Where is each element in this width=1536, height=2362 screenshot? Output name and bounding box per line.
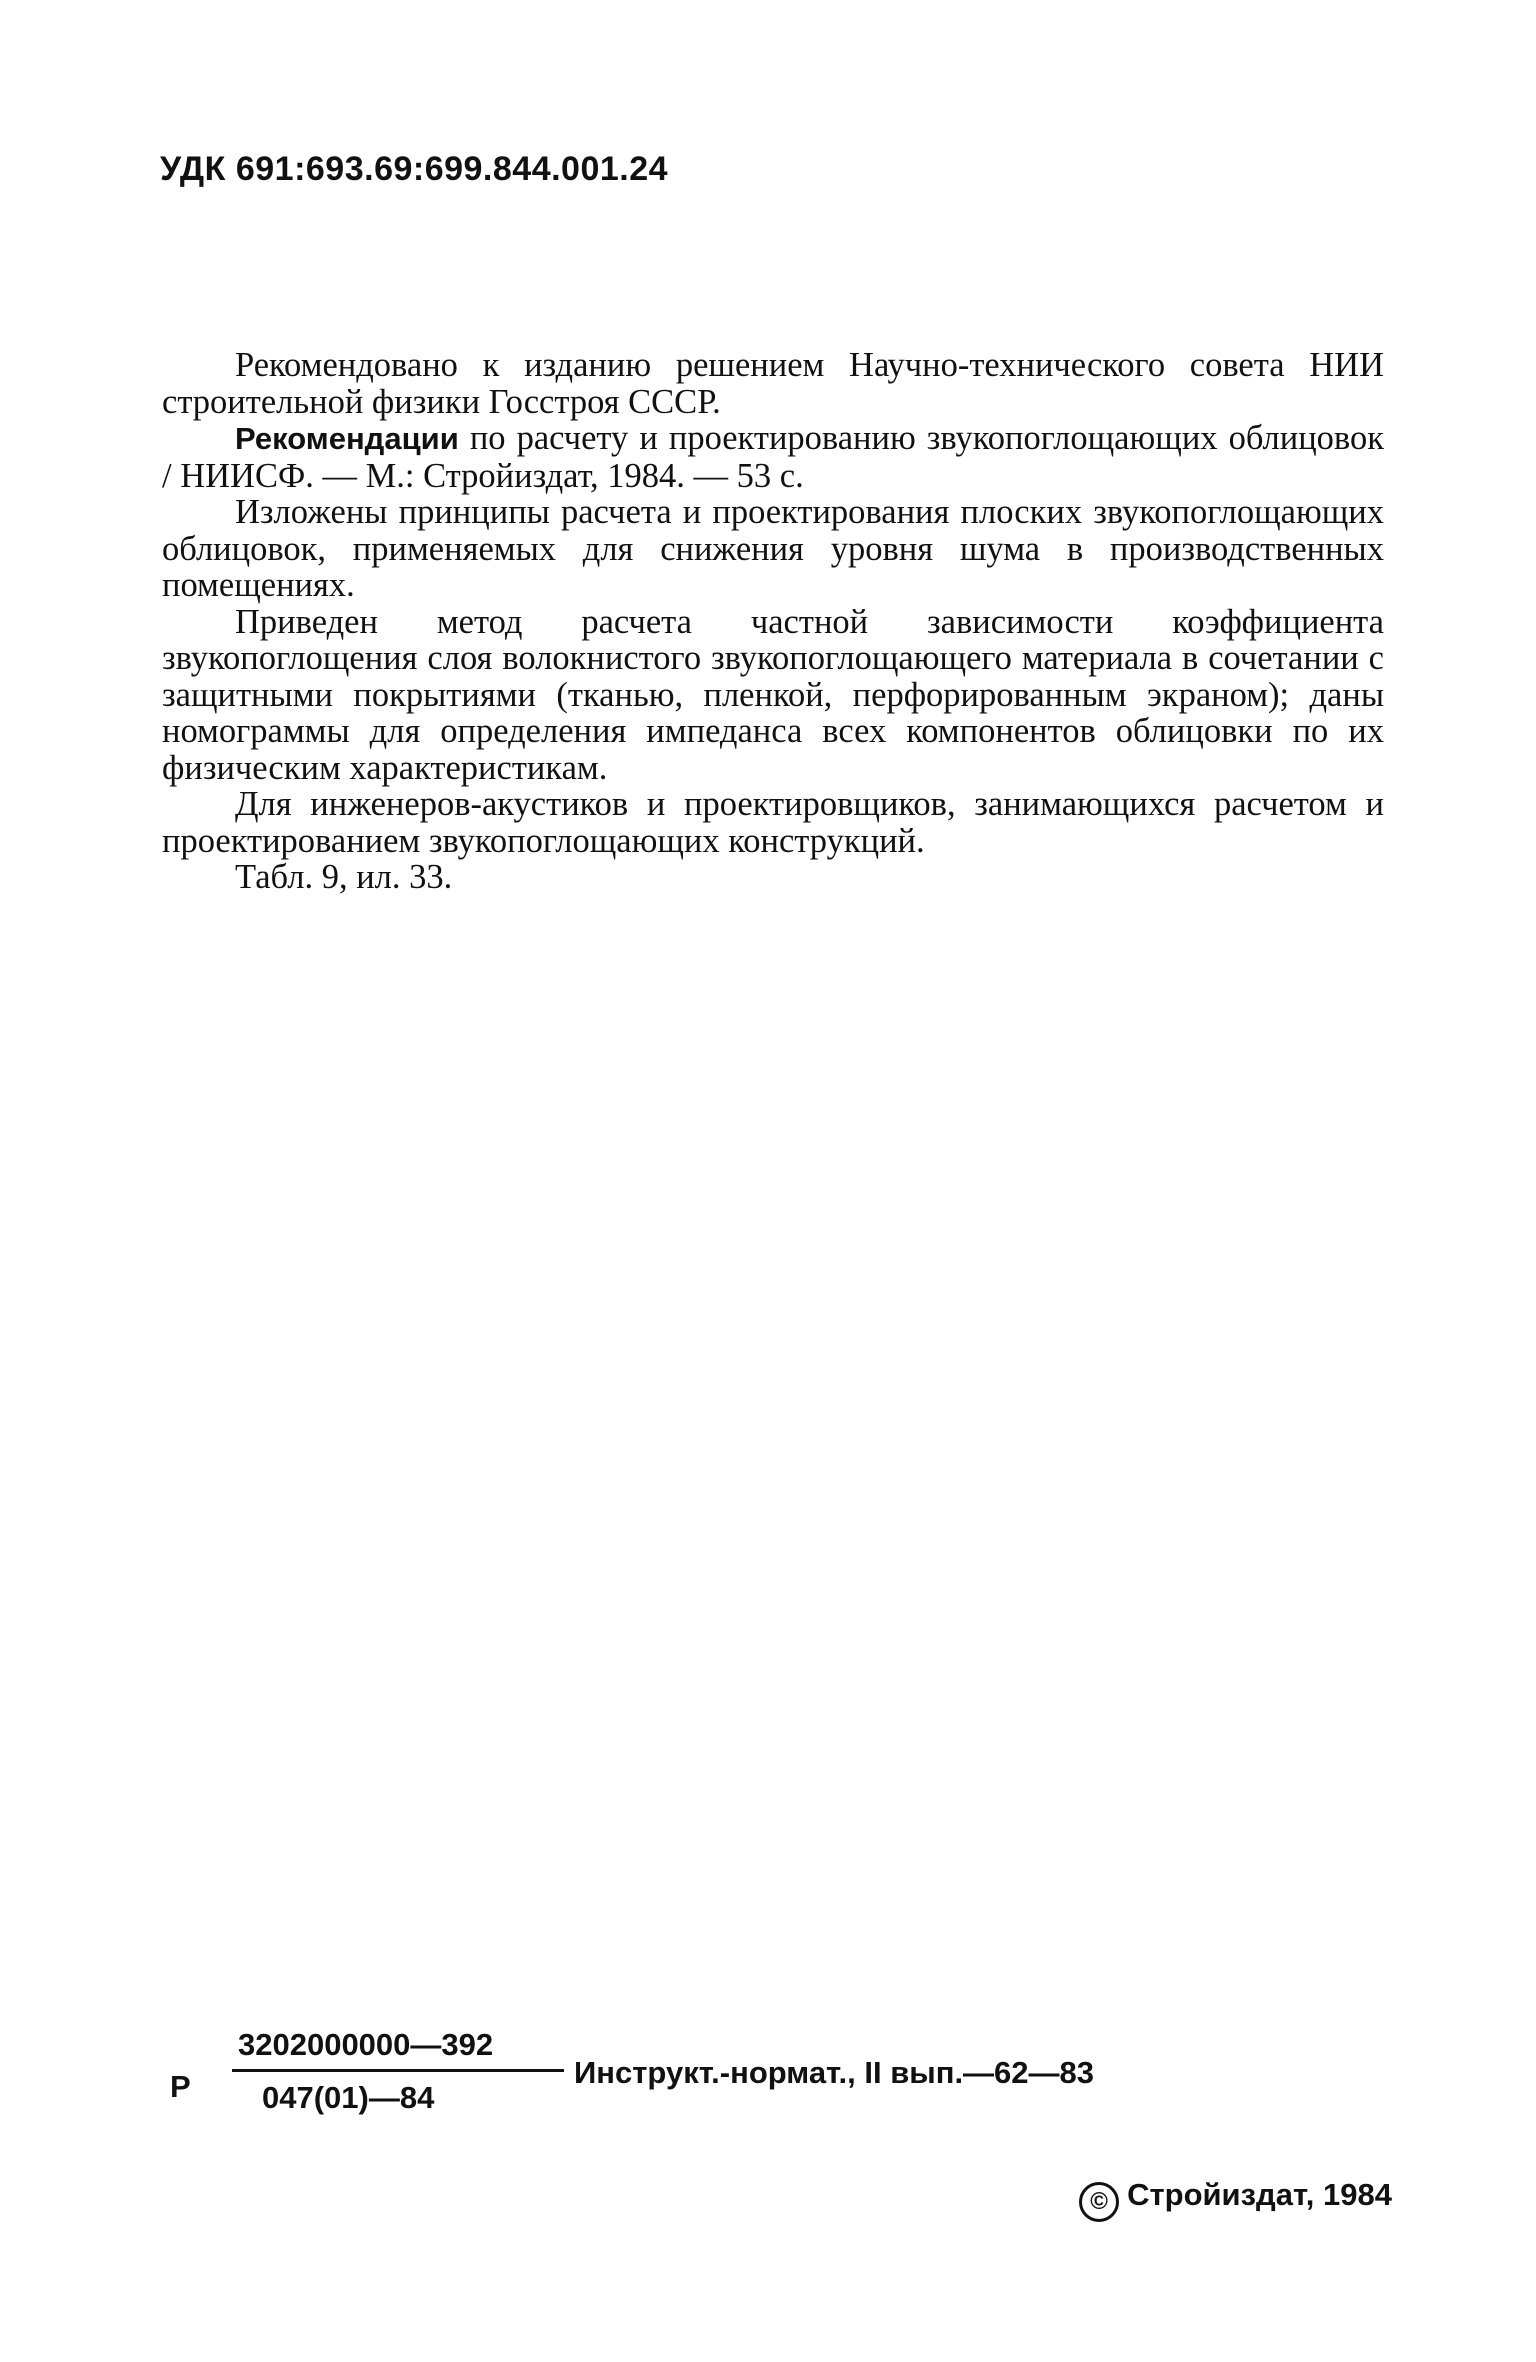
citation-paragraph [162, 420, 1384, 494]
audience-paragraph: Для инженеров-акустиков и проектировщиков, занимающихся расчетом и проектированием звукопоглощающих конструкций. [162, 785, 1384, 860]
instruction-reference: Инструкт.-нормат., II вып.—62—83 [574, 2055, 1095, 2090]
catalog-fraction [232, 2025, 564, 2118]
udc-code: УДК 691:693.69:699.844.001.24 [160, 150, 669, 188]
tables-illustrations-count: Табл. 9, ил. 33. [235, 858, 453, 896]
summary-paragraph-1: Изложены принципы расчета и проектирования плоских звукопоглощающих облицовок, применяемых для снижения уровня шума в производственных помещениях. [162, 493, 1384, 604]
catalog-block [162, 2025, 1392, 2245]
citation-title: Рекомендации [235, 421, 459, 456]
copyright-icon: © [1079, 2182, 1119, 2222]
summary-paragraph-2: Приведен метод расчета частной зависимости коэффициента звукопоглощения слоя волокнистого звукопоглощающего материала в сочетании с защитными покрытиями (тканью, пленкой, перфорированным экраном); даны номограммы для определения импеданса всех компонентов облицовки по их физическим характеристикам. [162, 602, 1384, 787]
catalog-denominator: 047(01)—84 [262, 2080, 435, 2115]
abstract-block [162, 347, 1384, 896]
fraction-bar [232, 2069, 564, 2072]
copyright-text: Стройиздат, 1984 [1127, 2177, 1392, 2212]
catalog-index-letter: Р [170, 2069, 191, 2104]
copyright-line [1079, 2175, 1392, 2222]
citation-details: по расчету и проектированию звукопоглощающих облицовок / НИИСФ. — М.: Стройиздат, 1984. — 53 с. [162, 419, 1384, 495]
catalog-numerator: 3202000000—392 [238, 2027, 494, 2062]
recommendation-paragraph: Рекомендовано к изданию решением Научно-технического совета НИИ строительной физики Госстроя СССР. [162, 346, 1384, 421]
